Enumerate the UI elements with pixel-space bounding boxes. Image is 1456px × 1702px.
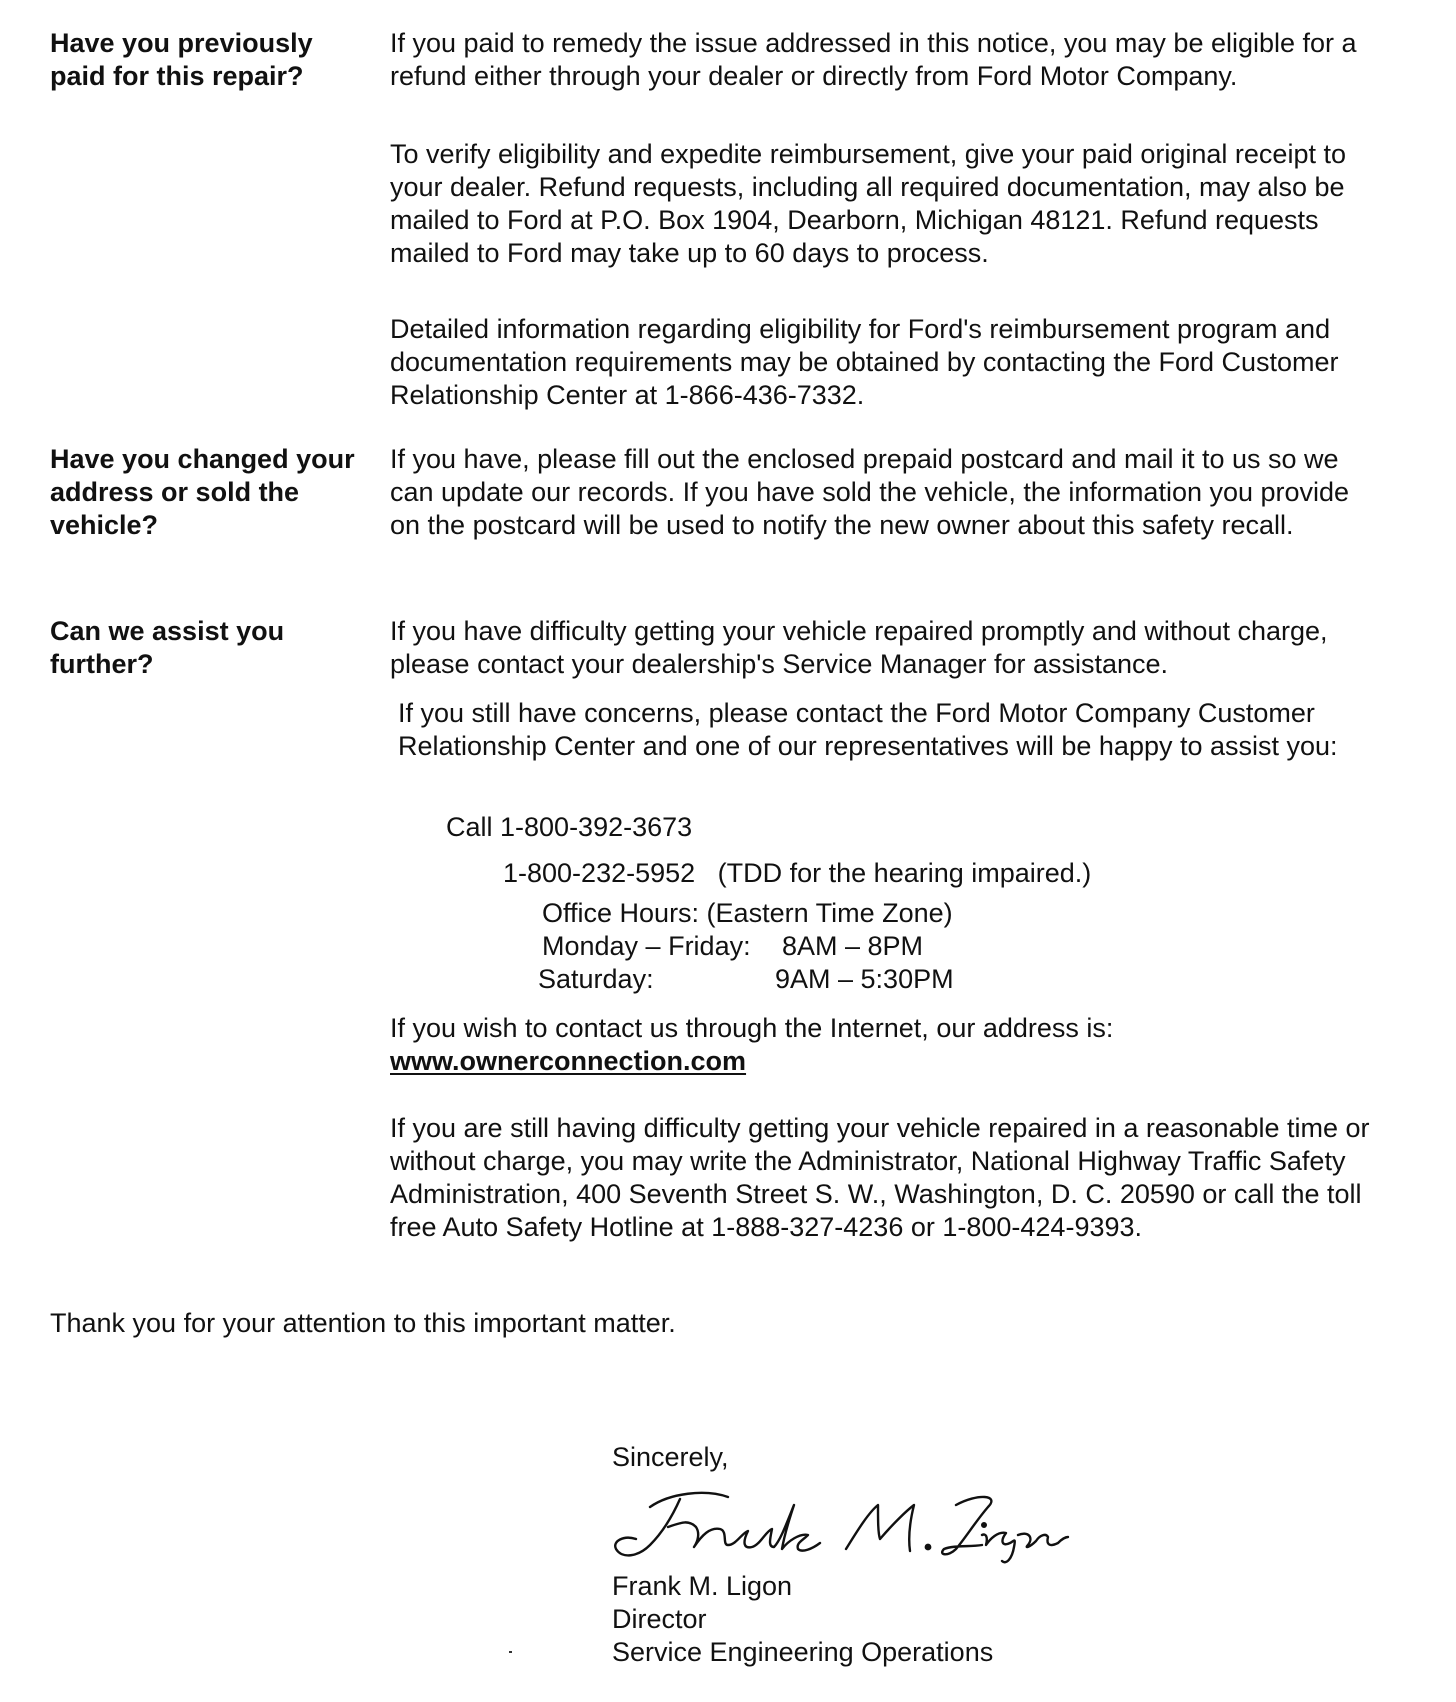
customer-relationship-center-paragraph: If you still have concerns, please contact the Ford Motor Company Customer Relationship Center and one of our representatives will be happy to assist you: bbox=[398, 698, 1338, 761]
saturday-hours-label: Saturday: bbox=[538, 964, 654, 994]
question-changed-address: Have you changed your address or sold the vehicle? bbox=[50, 444, 355, 540]
question-previously-paid: Have you previously paid for this repair? bbox=[50, 28, 313, 91]
signature-stroke-igon bbox=[982, 1533, 1068, 1563]
reimbursement-program-paragraph: Detailed information regarding eligibility for Ford's reimbursement program and documentation requirements may be obtained by contacting the Ford Customer Relationship Center at 1-866-436-7332. bbox=[390, 314, 1339, 410]
signer-department: Service Engineering Operations bbox=[612, 1637, 994, 1667]
saturday-hours-value: 9AM – 5:30PM bbox=[775, 964, 954, 994]
weekday-hours-label: Monday – Friday: bbox=[542, 931, 751, 961]
nhtsa-paragraph: If you are still having difficulty getting your vehicle repaired in a reasonable time or without charge, you may write the Administrator, National Highway Traffic Safety Administration, 400 Seventh Street S. W., Washington, D. C. 20590 or call the toll free Auto Safety Hotline at 1-888-327-4236 or 1-800-424-9393. bbox=[390, 1113, 1370, 1242]
signature-stroke-rank bbox=[668, 1505, 820, 1551]
signer-name: Frank M. Ligon bbox=[612, 1571, 793, 1601]
refund-eligibility-paragraph: If you paid to remedy the issue addressed in this notice, you may be eligible for a refund either through your dealer or directly from Ford Motor Company. bbox=[390, 28, 1357, 91]
signature-dot bbox=[926, 1545, 930, 1549]
signature-stroke-m bbox=[846, 1505, 914, 1551]
dealer-service-manager-paragraph: If you have difficulty getting your vehicle repaired promptly and without charge, please contact your dealership's Service Manager for assistance. bbox=[390, 616, 1328, 679]
signer-title: Director bbox=[612, 1604, 707, 1634]
ownerconnection-link[interactable]: www.ownerconnection.com bbox=[390, 1046, 747, 1076]
internet-contact-text: If you wish to contact us through the Internet, our address is: bbox=[390, 1013, 1114, 1043]
thank-you-line: Thank you for your attention to this important matter. bbox=[50, 1308, 676, 1338]
question-assist-further: Can we assist you further? bbox=[50, 616, 285, 679]
weekday-hours-value: 8AM – 8PM bbox=[782, 931, 924, 961]
office-hours-title: Office Hours: (Eastern Time Zone) bbox=[542, 898, 953, 928]
call-number: Call 1-800-392-3673 bbox=[446, 812, 693, 842]
reimbursement-instructions-paragraph: To verify eligibility and expedite reimbursement, give your paid original receipt to your dealer. Refund requests, including all required documentation, may also be mailed to Ford at P.O. Box 1904, Dearborn, Michigan 48121. Refund requests mailed to Ford may take up to 60 days to process. bbox=[390, 139, 1346, 268]
tdd-number: 1-800-232-5952 (TDD for the hearing impaired.) bbox=[503, 858, 1092, 888]
salutation: Sincerely, bbox=[612, 1442, 729, 1472]
signature-image bbox=[610, 1475, 1070, 1570]
signature-stroke-f bbox=[615, 1493, 728, 1555]
signature-i-dot bbox=[982, 1523, 986, 1527]
postcard-paragraph: If you have, please fill out the enclosed prepaid postcard and mail it to us so we can update our records. If you have sold the vehicle, the information you provide on the postcard will be used to notify the new owner about this safety recall. bbox=[390, 444, 1350, 540]
speck-mark bbox=[509, 1651, 512, 1653]
